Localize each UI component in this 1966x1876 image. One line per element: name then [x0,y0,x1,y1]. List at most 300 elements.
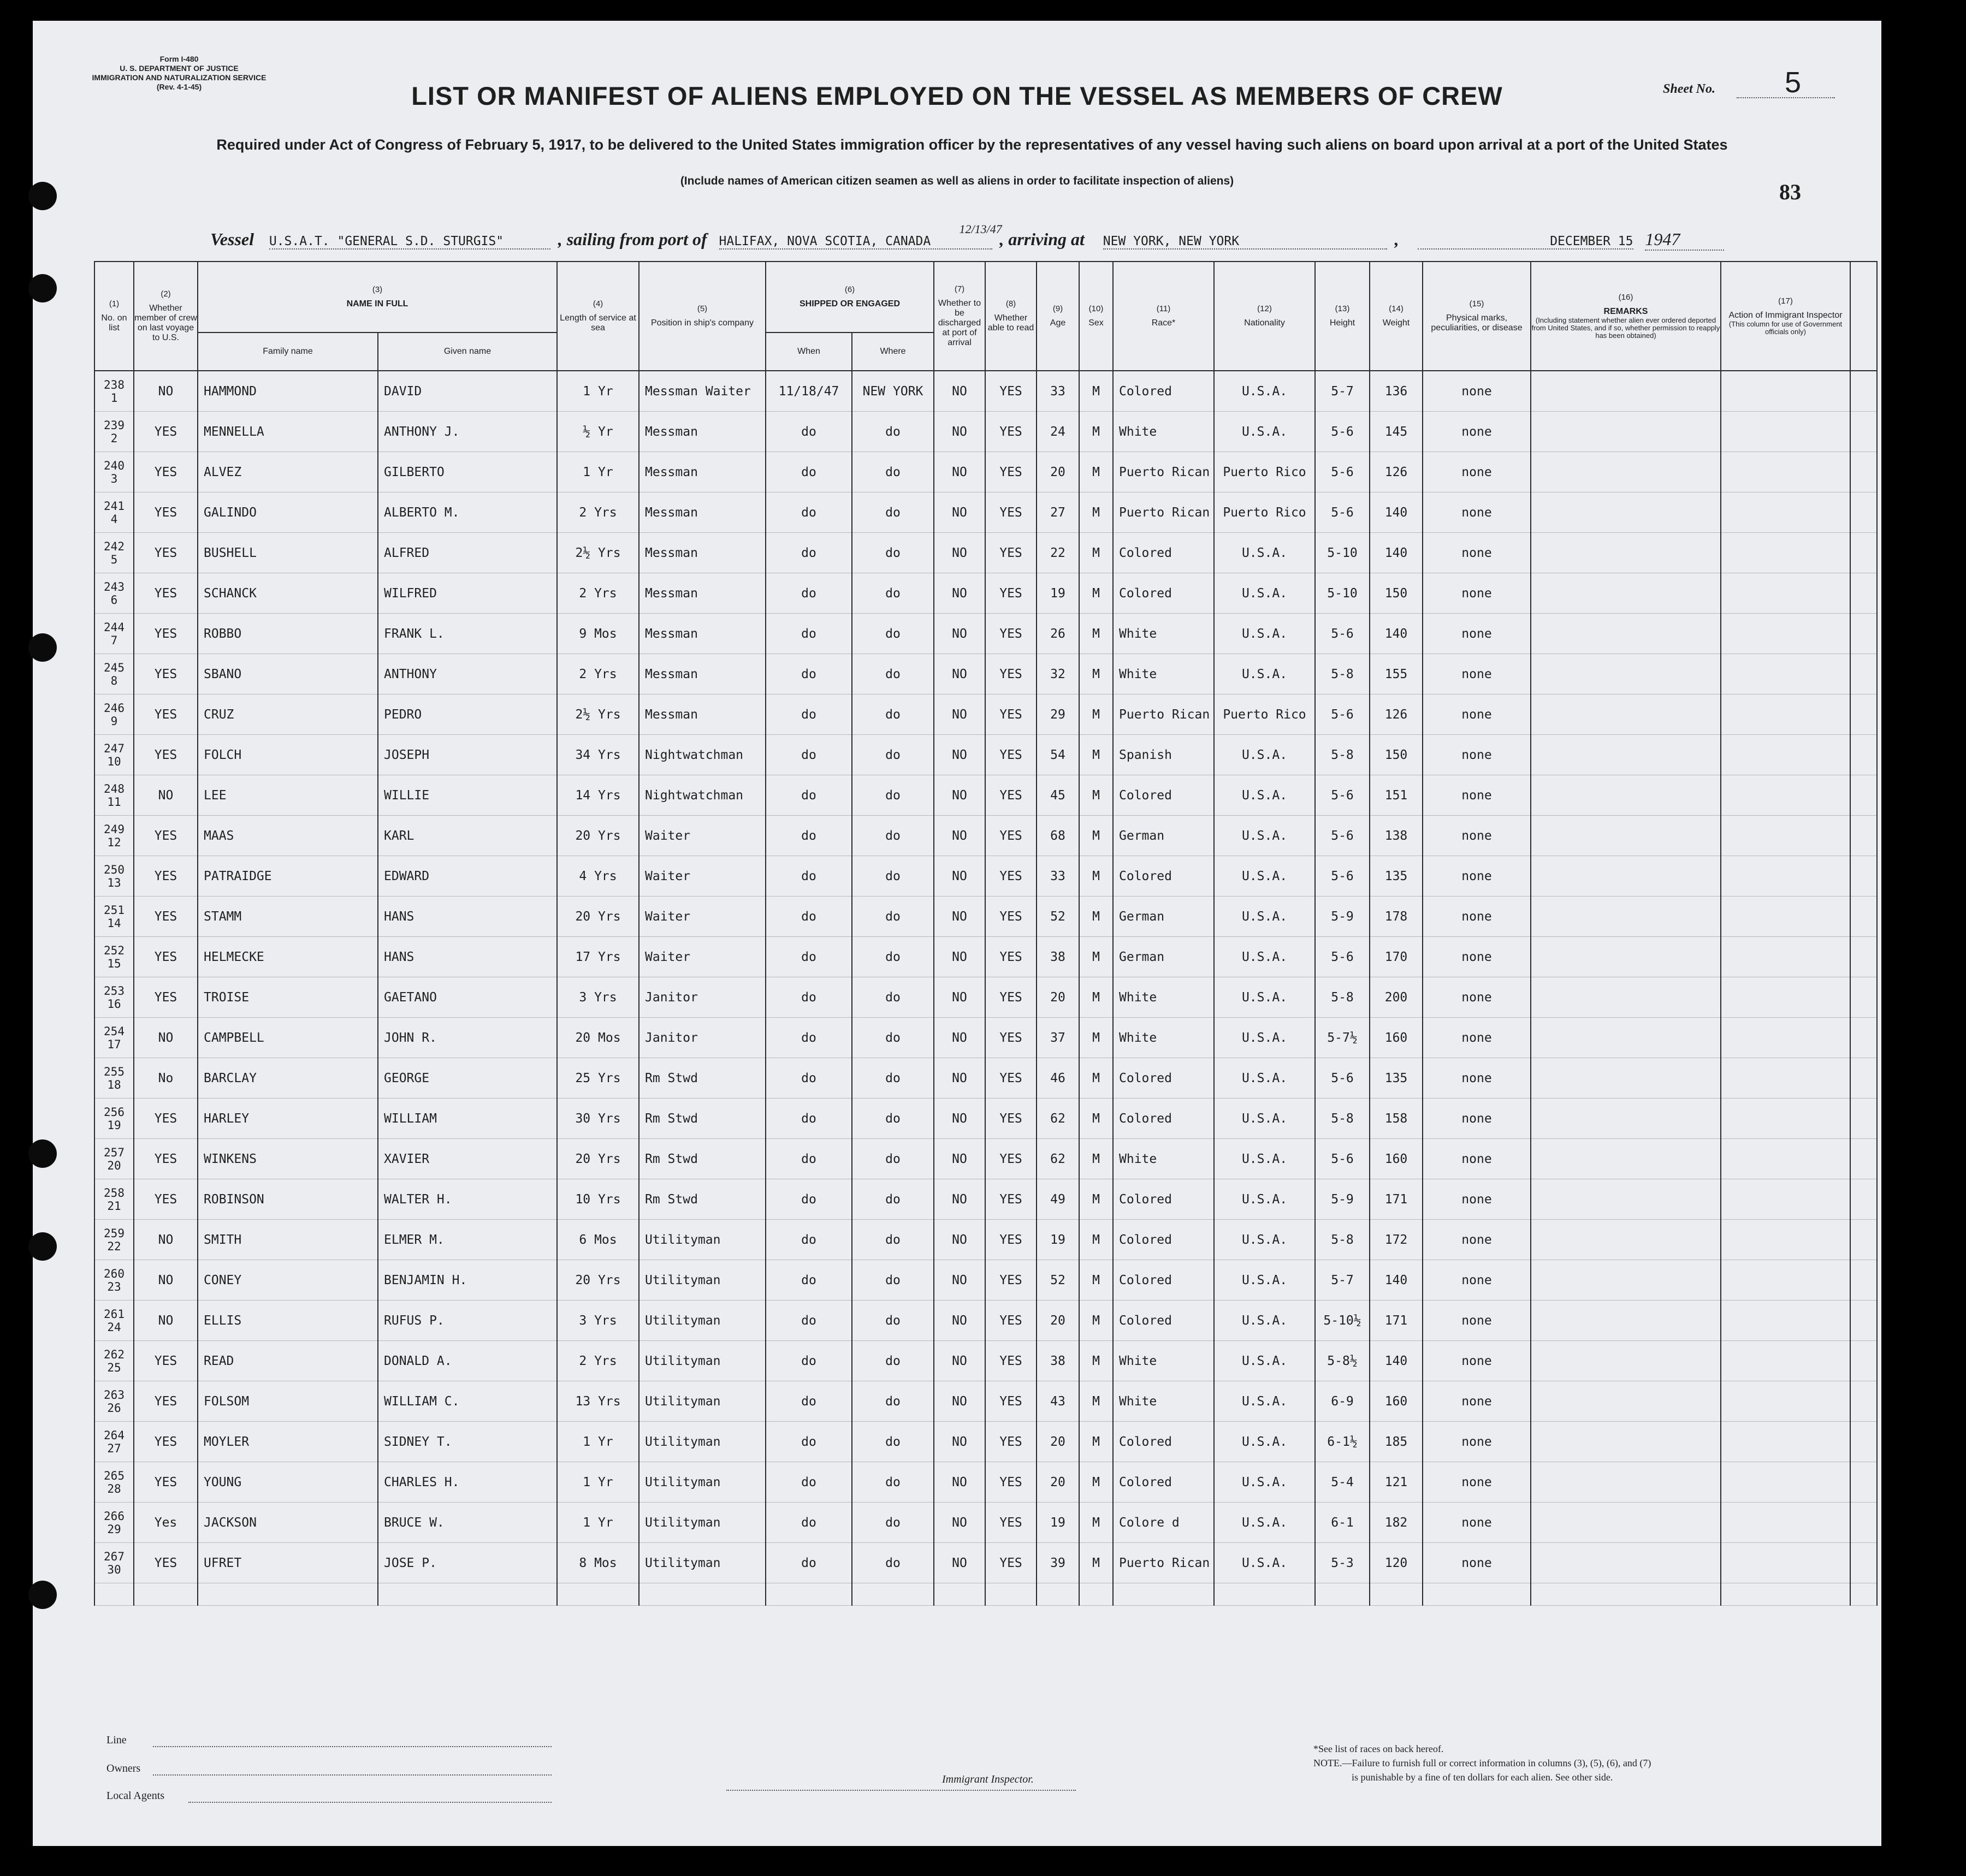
list-number: 4 [110,512,118,526]
weight-cell: 126 [1370,694,1423,735]
blank-cell [1850,1058,1877,1099]
race-cell: Spanish [1113,735,1214,775]
last-voyage-cell: YES [134,694,198,735]
table-row [94,533,1877,573]
departure-port: HALIFAX, NOVA SCOTIA, CANADA [719,234,931,248]
position-cell: Utilityman [639,1503,766,1543]
remarks-cell [1531,1099,1721,1139]
physical-marks-cell: none [1423,1341,1531,1381]
race-cell: White [1113,614,1214,654]
inspector-action-cell [1721,1179,1850,1220]
sex-cell: M [1079,1381,1113,1422]
height-cell: 5-6 [1315,816,1370,856]
age-cell: 46 [1037,1058,1079,1099]
seq-number-cell [94,977,134,1018]
position-cell: Rm Stwd [639,1099,766,1139]
able-to-read-cell: YES [985,1058,1037,1099]
family-name-cell: SBANO [198,654,378,694]
given-name-cell: RUFUS P. [378,1301,557,1341]
blank-cell [1850,1381,1877,1422]
header-physical-marks: (15) Physical marks, peculiarities, or disease [1423,262,1531,371]
able-to-read-cell: YES [985,937,1037,977]
sex-cell: M [1079,856,1113,897]
weight-cell: 155 [1370,654,1423,694]
physical-marks-cell: none [1423,1179,1531,1220]
header-weight: (14) Weight [1370,262,1423,371]
nationality-cell: U.S.A. [1214,1260,1315,1301]
inspector-action-cell [1721,452,1850,492]
list-sequence: 254 [104,1024,125,1038]
empty-cell [1315,1583,1370,1606]
binder-hole [28,633,57,662]
shipped-where-cell: do [852,937,934,977]
inspector-action-cell [1721,694,1850,735]
crew-rows [94,371,1877,1606]
height-cell: 6-9 [1315,1381,1370,1422]
height-cell: 5-10½ [1315,1301,1370,1341]
age-cell: 19 [1037,1220,1079,1260]
remarks-cell [1531,1422,1721,1462]
list-sequence: 253 [104,984,125,998]
age-cell: 52 [1037,1260,1079,1301]
remarks-cell [1531,937,1721,977]
note-penalty-cont: is punishable by a fine of ten dollars for each alien. See other side. [1352,1772,1613,1783]
seq-number-cell [94,735,134,775]
position-cell: Janitor [639,1018,766,1058]
position-cell: Utilityman [639,1260,766,1301]
given-name-cell: WILLIAM C. [378,1381,557,1422]
note-penalty: NOTE.—Failure to furnish full or correct information in columns (3), (5), (6), and (7) [1313,1758,1651,1768]
list-number: 23 [107,1280,121,1293]
shipped-where-cell: do [852,1139,934,1179]
binder-hole [28,1232,57,1261]
family-name-cell: JACKSON [198,1503,378,1543]
empty-cell [1370,1583,1423,1606]
blank-cell [1850,452,1877,492]
list-sequence: 265 [104,1469,125,1482]
height-cell: 5-6 [1315,694,1370,735]
blank-cell [1850,1301,1877,1341]
age-cell: 20 [1037,1422,1079,1462]
table-row [94,1341,1877,1381]
weight-cell: 140 [1370,492,1423,533]
discharged-cell: NO [934,1058,985,1099]
height-cell: 5-6 [1315,1139,1370,1179]
blank-cell [1850,816,1877,856]
given-name-cell: BRUCE W. [378,1503,557,1543]
arrival-port: NEW YORK, NEW YORK [1103,234,1387,250]
inspector-action-cell [1721,1220,1850,1260]
list-number: 10 [107,755,121,768]
shipped-when-cell: do [766,1543,852,1583]
seq-number-cell [94,1462,134,1503]
blank-cell [1850,1543,1877,1583]
seq-number-cell [94,1341,134,1381]
discharged-cell: NO [934,654,985,694]
list-number: 22 [107,1239,121,1253]
physical-marks-cell: none [1423,937,1531,977]
list-number: 12 [107,835,121,849]
header-nationality: (12) Nationality [1214,262,1315,371]
given-name-cell: SIDNEY T. [378,1422,557,1462]
seq-number-cell [94,775,134,816]
header-shipped-where: Where [852,333,934,371]
weight-cell: 145 [1370,412,1423,452]
inspector-action-cell [1721,1381,1850,1422]
list-number: 18 [107,1078,121,1091]
nationality-cell: U.S.A. [1214,1381,1315,1422]
race-cell: Puerto Rican [1113,694,1214,735]
line-field [153,1746,552,1747]
header-inspector-action: (17) Action of Immigrant Inspector (This column for use of Government officials only) [1721,262,1850,371]
position-cell: Janitor [639,977,766,1018]
binder-hole [28,274,57,302]
document-title: LIST OR MANIFEST OF ALIENS EMPLOYED ON THE VESSEL AS MEMBERS OF CREW [411,81,1503,110]
list-number: 25 [107,1361,121,1374]
family-name-cell: BARCLAY [198,1058,378,1099]
empty-cell [1721,1583,1850,1606]
table-row [94,1099,1877,1139]
family-name-cell: ELLIS [198,1301,378,1341]
department-name: U. S. DEPARTMENT OF JUSTICE [120,64,239,73]
binder-hole [28,1139,57,1168]
shipped-where-cell: do [852,1301,934,1341]
nationality-cell: U.S.A. [1214,897,1315,937]
able-to-read-cell: YES [985,1260,1037,1301]
list-sequence: 256 [104,1105,125,1119]
physical-marks-cell: none [1423,1099,1531,1139]
owners-label: Owners [106,1762,141,1774]
physical-marks-cell: none [1423,897,1531,937]
list-sequence: 260 [104,1267,125,1280]
sex-cell: M [1079,1301,1113,1341]
blank-cell [1850,1139,1877,1179]
height-cell: 5-10 [1315,573,1370,614]
table-row [94,1301,1877,1341]
service-length-cell: 2½ Yrs [557,694,639,735]
shipped-where-cell: do [852,1099,934,1139]
physical-marks-cell: none [1423,412,1531,452]
header-discharged: (7) Whether to be discharged at port of arrival [934,262,985,371]
table-row [94,412,1877,452]
shipped-where-cell: do [852,694,934,735]
able-to-read-cell: YES [985,1341,1037,1381]
blank-cell [1850,977,1877,1018]
remarks-cell [1531,614,1721,654]
physical-marks-cell: none [1423,371,1531,412]
shipped-where-cell: do [852,1058,934,1099]
sex-cell: M [1079,1422,1113,1462]
shipped-when-cell: do [766,816,852,856]
able-to-read-cell: YES [985,1220,1037,1260]
list-number: 19 [107,1118,121,1132]
family-name-cell: CRUZ [198,694,378,735]
seq-number-cell [94,1301,134,1341]
table-row [94,937,1877,977]
table-row [94,614,1877,654]
position-cell: Utilityman [639,1301,766,1341]
height-cell: 5-6 [1315,614,1370,654]
sheet-label: Sheet No. [1663,82,1715,96]
family-name-cell: PATRAIDGE [198,856,378,897]
inspector-action-cell [1721,856,1850,897]
able-to-read-cell: YES [985,694,1037,735]
seq-number-cell [94,1179,134,1220]
able-to-read-cell: YES [985,573,1037,614]
age-cell: 62 [1037,1139,1079,1179]
nationality-cell: U.S.A. [1214,573,1315,614]
weight-cell: 171 [1370,1179,1423,1220]
able-to-read-cell: YES [985,897,1037,937]
family-name-cell: SMITH [198,1220,378,1260]
table-row [94,775,1877,816]
shipped-when-cell: do [766,1058,852,1099]
able-to-read-cell: YES [985,1462,1037,1503]
physical-marks-cell: none [1423,1422,1531,1462]
age-cell: 38 [1037,1341,1079,1381]
shipped-when-cell: do [766,937,852,977]
position-cell: Waiter [639,856,766,897]
list-number: 14 [107,916,121,930]
shipped-where-cell: NEW YORK [852,371,934,412]
nationality-cell: U.S.A. [1214,1099,1315,1139]
shipped-when-cell: do [766,977,852,1018]
discharged-cell: NO [934,412,985,452]
inspector-action-cell [1721,654,1850,694]
list-sequence: 263 [104,1388,125,1402]
shipped-when-cell: do [766,694,852,735]
discharged-cell: NO [934,533,985,573]
empty-cell [134,1583,198,1606]
race-cell: Colored [1113,1422,1214,1462]
nationality-cell: U.S.A. [1214,1543,1315,1583]
blank-cell [1850,1099,1877,1139]
header-shipped-or-engaged: (6) SHIPPED OR ENGAGED [766,262,934,333]
shipped-where-cell: do [852,897,934,937]
remarks-cell [1531,1462,1721,1503]
list-number: 24 [107,1320,121,1334]
able-to-read-cell: YES [985,1422,1037,1462]
list-number: 13 [107,876,121,889]
last-voyage-cell: YES [134,533,198,573]
physical-marks-cell: none [1423,1058,1531,1099]
able-to-read-cell: YES [985,452,1037,492]
seq-number-cell [94,533,134,573]
nationality-cell: U.S.A. [1214,856,1315,897]
shipped-when-cell: do [766,614,852,654]
table-row [94,856,1877,897]
nationality-cell: U.S.A. [1214,1503,1315,1543]
weight-cell: 135 [1370,856,1423,897]
header-family-name: Family name [198,333,378,371]
manifest-sheet [33,21,1881,1846]
shipped-where-cell: do [852,1381,934,1422]
legal-requirement-text: Required under Act of Congress of February 5, 1917, to be delivered to the United States immigration officer by the representatives of any vessel having such aliens on board upon arrival at a port of the United States [216,136,1728,153]
last-voyage-cell: Yes [134,1503,198,1543]
family-name-cell: STAMM [198,897,378,937]
physical-marks-cell: none [1423,735,1531,775]
race-cell: Colored [1113,1462,1214,1503]
shipped-where-cell: do [852,1543,934,1583]
list-number: 5 [110,553,118,566]
race-cell: White [1113,977,1214,1018]
empty-cell [1531,1583,1721,1606]
sex-cell: M [1079,654,1113,694]
height-cell: 5-6 [1315,937,1370,977]
seq-number-cell [94,1381,134,1422]
remarks-cell [1531,897,1721,937]
physical-marks-cell: none [1423,1543,1531,1583]
height-cell: 5-4 [1315,1462,1370,1503]
shipped-where-cell: do [852,492,934,533]
inspector-label: Immigrant Inspector. [942,1773,1034,1785]
blank-cell [1850,614,1877,654]
list-sequence: 247 [104,741,125,755]
service-length-cell: 20 Mos [557,1018,639,1058]
blank-cell [1850,573,1877,614]
list-sequence: 257 [104,1145,125,1159]
blank-cell [1850,1503,1877,1543]
shipped-when-cell: do [766,573,852,614]
physical-marks-cell: none [1423,492,1531,533]
sex-cell: M [1079,1099,1113,1139]
last-voyage-cell: YES [134,1422,198,1462]
service-length-cell: 2 Yrs [557,492,639,533]
inspector-action-cell [1721,1503,1850,1543]
inspector-action-cell [1721,1543,1850,1583]
blank-cell [1850,371,1877,412]
list-sequence: 244 [104,620,125,634]
race-cell: Puerto Rican [1113,1543,1214,1583]
weight-cell: 140 [1370,1341,1423,1381]
remarks-cell [1531,1341,1721,1381]
header-able-to-read: (8) Whether able to read [985,262,1037,371]
able-to-read-cell: YES [985,1503,1037,1543]
position-cell: Utilityman [639,1422,766,1462]
list-number: 28 [107,1482,121,1495]
inspector-action-cell [1721,735,1850,775]
given-name-cell: HANS [378,897,557,937]
list-number: 17 [107,1037,121,1051]
family-name-cell: WINKENS [198,1139,378,1179]
family-name-cell: FOLCH [198,735,378,775]
position-cell: Utilityman [639,1341,766,1381]
shipped-when-cell: do [766,412,852,452]
last-voyage-cell: NO [134,775,198,816]
shipped-where-cell: do [852,1462,934,1503]
family-name-cell: ROBINSON [198,1179,378,1220]
table-row [94,1058,1877,1099]
header-name-in-full: (3) NAME IN FULL [198,262,557,333]
sex-cell: M [1079,1503,1113,1543]
nationality-cell: U.S.A. [1214,1058,1315,1099]
empty-cell [1037,1583,1079,1606]
age-cell: 20 [1037,1301,1079,1341]
empty-row [94,1583,1877,1606]
race-cell: Colored [1113,371,1214,412]
age-cell: 26 [1037,614,1079,654]
position-cell: Messman Waiter [639,371,766,412]
service-length-cell: 2 Yrs [557,654,639,694]
sex-cell: M [1079,614,1113,654]
sex-cell: M [1079,1260,1113,1301]
height-cell: 5-6 [1315,492,1370,533]
shipped-where-cell: do [852,1220,934,1260]
height-cell: 5-8 [1315,654,1370,694]
service-length-cell: 25 Yrs [557,1058,639,1099]
able-to-read-cell: YES [985,856,1037,897]
shipped-when-cell: do [766,1139,852,1179]
height-cell: 6-1 [1315,1503,1370,1543]
family-name-cell: MOYLER [198,1422,378,1462]
service-length-cell: 20 Yrs [557,897,639,937]
shipped-where-cell: do [852,1341,934,1381]
position-cell: Waiter [639,816,766,856]
table-row [94,977,1877,1018]
inspector-action-cell [1721,1422,1850,1462]
vessel-name: U.S.A.T. "GENERAL S.D. STURGIS" [269,234,550,250]
service-length-cell: 2 Yrs [557,573,639,614]
able-to-read-cell: YES [985,1543,1037,1583]
discharged-cell: NO [934,694,985,735]
last-voyage-cell: YES [134,735,198,775]
height-cell: 5-9 [1315,1179,1370,1220]
list-sequence: 242 [104,539,125,553]
list-number: 11 [107,795,121,809]
last-voyage-cell: YES [134,1462,198,1503]
sex-cell: M [1079,573,1113,614]
weight-cell: 158 [1370,1099,1423,1139]
able-to-read-cell: YES [985,1301,1037,1341]
empty-cell [852,1583,934,1606]
height-cell: 5-9 [1315,897,1370,937]
weight-cell: 151 [1370,775,1423,816]
include-instruction: (Include names of American citizen seamen as well as aliens in order to facilitate inspection of aliens) [680,175,1234,187]
discharged-cell: NO [934,1139,985,1179]
position-cell: Messman [639,573,766,614]
race-cell: White [1113,1018,1214,1058]
blank-cell [1850,856,1877,897]
height-cell: 5-6 [1315,856,1370,897]
list-sequence: 239 [104,418,125,432]
inspector-action-cell [1721,1462,1850,1503]
weight-cell: 140 [1370,614,1423,654]
table-row [94,1179,1877,1220]
arriving-label: , arriving at [999,229,1085,249]
discharged-cell: NO [934,1220,985,1260]
empty-cell [1113,1583,1214,1606]
binder-hole [28,182,57,210]
empty-cell [985,1583,1037,1606]
service-name: IMMIGRATION AND NATURALIZATION SERVICE [92,73,267,82]
nationality-cell: U.S.A. [1214,937,1315,977]
list-sequence: 250 [104,863,125,876]
seq-number-cell [94,412,134,452]
race-cell: Colored [1113,1301,1214,1341]
family-name-cell: HELMECKE [198,937,378,977]
nationality-cell: U.S.A. [1214,816,1315,856]
shipped-where-cell: do [852,533,934,573]
physical-marks-cell: none [1423,694,1531,735]
blank-cell [1850,412,1877,452]
position-cell: Messman [639,694,766,735]
position-cell: Waiter [639,937,766,977]
sex-cell: M [1079,412,1113,452]
position-cell: Messman [639,492,766,533]
given-name-cell: WILLIE [378,775,557,816]
weight-cell: 150 [1370,573,1423,614]
position-cell: Utilityman [639,1381,766,1422]
